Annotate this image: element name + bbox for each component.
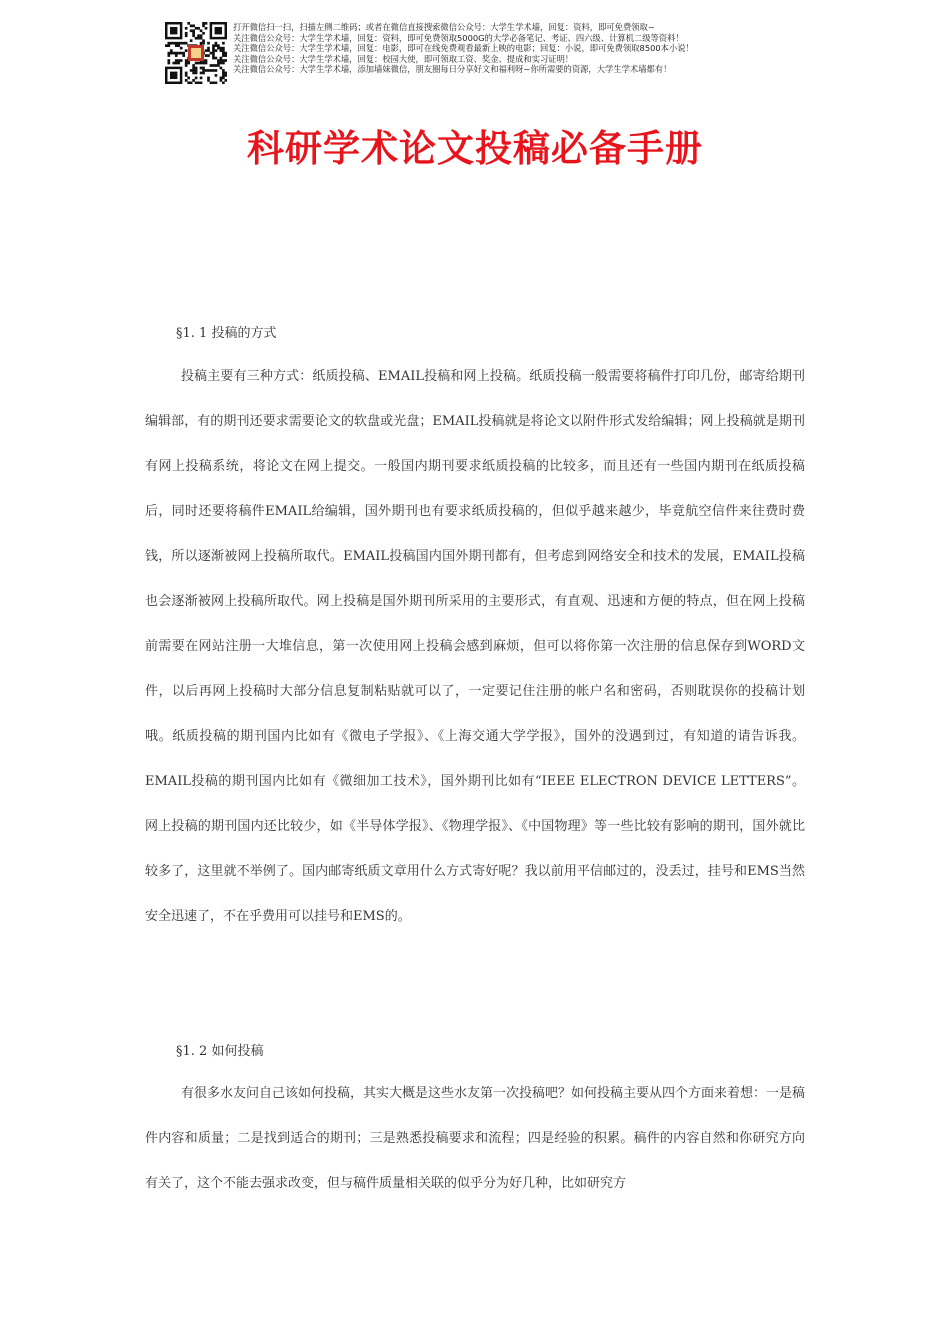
qr-code-icon[interactable]: [165, 22, 227, 84]
promo-header: [165, 22, 765, 86]
section-body: 投稿主要有三种方式：纸质投稿、EMAIL投稿和网上投稿。纸质投稿一般需要将稿件打印几份，邮寄给期刊编辑部，有的期刊还要求需要论文的软盘或光盘；EMAIL投稿就是将论文以附件形式发给编辑；网上投稿就是期刊有网上投稿系统，将论文在网上提交。一般国内期刊要求纸质投稿的比较多，而且还有一些国内期刊在纸质投稿后，同时还要将稿件EMAIL给编辑，国外期刊也有要求纸质投稿的，但似乎越来越少，毕竟航空信件来往费时费钱，所以逐渐被网上投稿所取代。EMAIL投稿国内国外期刊都有，但考虑到网络安全和技术的发展，EMAIL投稿也会逐渐被网上投稿所取代。网上投稿是国外期刊所采用的主要形式，有直观、迅速和方便的特点，但在网上投稿前需要在网站注册一大堆信息，第一次使用网上投稿会感到麻烦，但可以将你第一次注册的信息保存到WORD文件，以后再网上投稿时大部分信息复制粘贴就可以了，一定要记住注册的帐户名和密码，否则耽误你的投稿计划哦。纸质投稿的期刊国内比如有《微电子学报》、《上海交通大学学报》，国外的没遇到过，有知道的请告诉我。EMAIL投稿的期刊国内比如有《微细加工技术》，国外期刊比如有“IEEE ELECTRON DEVICE LETTERS”。 网上投稿的期刊国内还比较少，如《半导体学报》、《物理学报》、《中国物理》等一些比较有影响的期刊，国外就比较多了，这里就不举例了。国内邮寄纸质文章用什么方式寄好呢？我以前用平信邮过的，没丢过，挂号和EMS当然安全迅速了，不在乎费用可以挂号和EMS的。: [145, 369, 805, 924]
promo-line: 打开微信扫一扫，扫描左侧二维码；或者在微信直接搜索微信公众号：大学生学术墙，回复：资料，即可免费领取~: [233, 22, 655, 32]
promo-line: 关注微信公众号：大学生学术墙，添加墙妹微信，朋友圈每日分享好文和福利呀~你所需要的资源，大学生学术墙都有！: [233, 64, 672, 75]
promo-line: 关注微信公众号：大学生学术墙，回复：电影，即可在线免费观看最新上映的电影；回复：小说，即可免费领取8500本小说！: [233, 43, 694, 54]
section-body: 有很多水友问自己该如何投稿，其实大概是这些水友第一次投稿吧？如何投稿主要从四个方面来着想：一是稿件内容和质量；二是找到适合的期刊；三是熟悉投稿要求和流程；四是经验的积累。稿件的内容自然和你研究方向有关了，这个不能去强求改变，但与稿件质量相关联的似乎分为好几种，比如研究方: [145, 1086, 806, 1191]
promo-line: 关注微信公众号：大学生学术墙，回复：资料，即可免费领取5000G的大学必备笔记、考证、四六级、计算机二级等资料！: [233, 32, 684, 43]
section-heading: §1. 1 投稿的方式: [176, 326, 277, 341]
section-heading: §1. 2 如何投稿: [176, 1044, 264, 1059]
promo-text: [233, 22, 773, 75]
document-title: 科研学术论文投稿必备手册: [247, 127, 703, 170]
promo-line: 关注微信公众号：大学生学术墙，回复：校园大使，即可领取工资、奖金、提成和实习证明！: [233, 53, 574, 64]
